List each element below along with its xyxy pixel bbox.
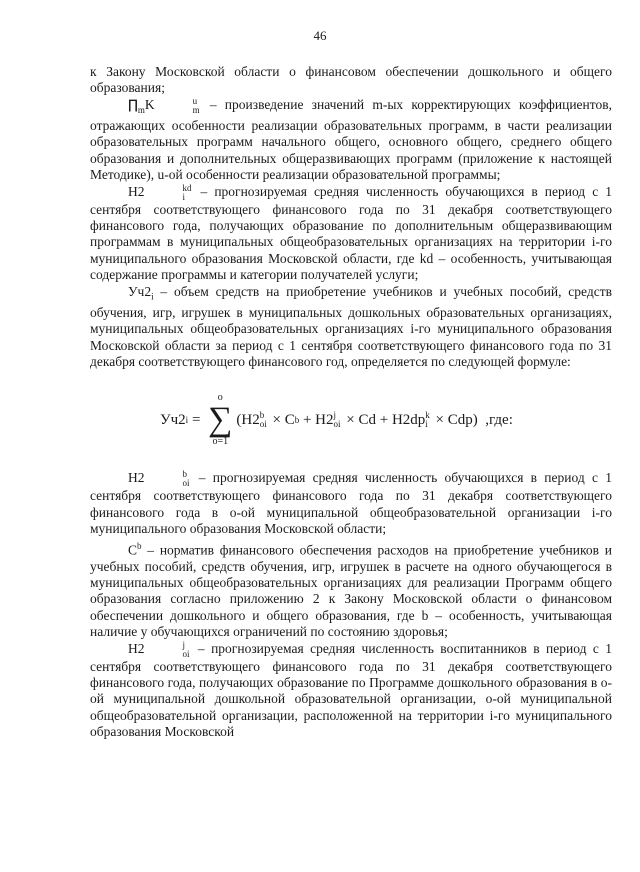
- paragraph: к Закону Московской области о финансовом обеспечении дошкольного и общего образования;: [90, 64, 612, 96]
- paragraph-c-b: $С^b$ – норматив финансового обеспечения расходов на приобретение учебников и учебных пособий, средств обучения, игр, игрушек в расчете на одного обучающегося в муниципальных общеобразовательных организациях для реализации Программ общего образования согласно приложению 2 к Закону Московской области о финансовом обеспечении дошкольного и общего образования, где b – особенность, учитывающая наличие у обучающихся ограничений по состоянию здоровья;: [90, 540, 612, 640]
- paragraph-h2-kd: Н2 kd i – прогнозируемая средняя численность обучающихся в период с 1 сентября соответствующего финансового года по 31 декабря соответствующего финансового года, получающих образование по дополнительным общеразвивающим программам в муниципальных общеобразовательных организациях на территории i-го муниципального образования Московской области, где kd – особенность, учитывающая содержание программы и категории получателей услуги;: [90, 182, 612, 283]
- paragraph-uch2: $Уч2_i$ – объем средств на приобретение учебников и учебных пособий, средств обучения, игр, игрушек в муниципальных дошкольных образовательных организациях, муниципальных общеобразовательных организациях i-го муниципального образования Московской области за период с 1 сентября соответствующего финансового года по 31 декабря соответствующего финансового год, определяется по следующей формуле:: [90, 283, 612, 369]
- formula: Уч2 i = o ∑ o=1 (Н2 b oi × С b + Н2 j oi × Cd + Н2dp k i × Cdp) ,где:: [160, 392, 513, 448]
- product-symbol: ∏: [128, 97, 138, 113]
- paragraph-h2-b-oi: Н2 b oi – прогнозируемая средняя численность обучающихся в период с 1 сентября соответствующего финансового года по 31 декабря соответствующего финансового года в о-ой муниципальной общеобразовательной организации i-го муниципального образования Московской области;: [90, 469, 612, 537]
- page-number: 46: [313, 28, 327, 43]
- summation-sign: o ∑ o=1: [208, 392, 233, 448]
- paragraph-product-coefficients: $\prod_mK$ u m – произведение значений m-ых корректирующих коэффициентов, отражающих особенности реализации образовательных программ, в части реализации образовательных программ начального общего, основного общего, среднего общего образования и дополнительных общеразвивающих программ (приложение к настоящей Методике), u-ой особенности реализации образовательной программы;: [90, 95, 612, 183]
- document-body: [90, 64, 612, 741]
- paragraph-h2-j-oi: Н2 j oi – прогнозируемая средняя численность воспитанников в период с 1 сентября соответствующего финансового года по 31 декабря соответствующего финансового года, получающих образование по Программе дошкольного образования в о-ой муниципальной дошкольной образовательной организации, о-ой муниципальной общеобразовательной организации, расположенной на территории i-го муниципального образования Московской: [90, 639, 612, 740]
